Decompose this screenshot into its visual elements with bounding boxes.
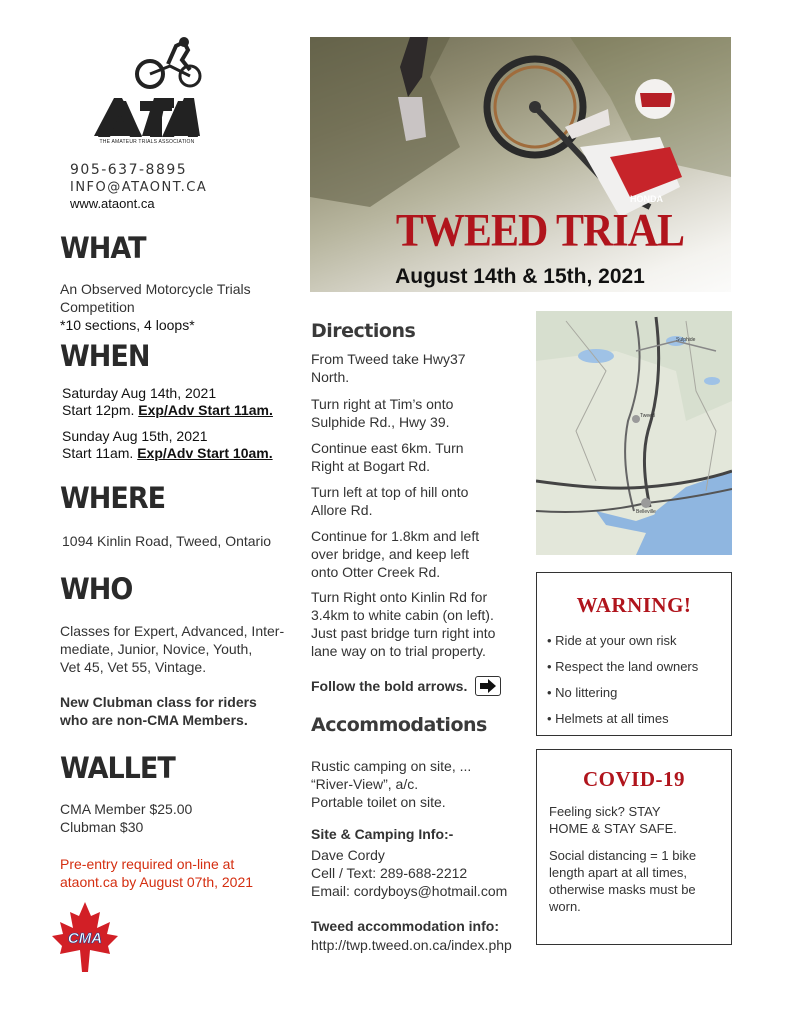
step6-line-a: Turn Right onto Kinlin Rd for [311, 589, 488, 605]
who-line2: mediate, Junior, Novice, Youth, [60, 641, 253, 657]
ata-letters-visible [98, 99, 198, 139]
when-heading: WHEN [60, 340, 150, 374]
contact-email-link[interactable]: Email: cordyboys@hotmail.com [311, 883, 508, 899]
maple-leaf-icon [50, 900, 120, 975]
warning-item-1-text: Ride at your own risk [555, 633, 677, 648]
contact-website[interactable]: www.ataont.ca [70, 196, 155, 211]
directions-map [536, 311, 732, 555]
covid-line3: Social distancing = 1 bike [549, 848, 697, 863]
wallet-heading: WALLET [60, 752, 175, 786]
who-clubman1: New Clubman class for riders [60, 694, 257, 710]
step6-line-c: Just past bridge turn right into [311, 625, 496, 641]
directions-step1 [311, 350, 526, 386]
step6-line-d: lane way on to trial property. [311, 643, 486, 659]
day1-start-text: Start 12pm. [62, 402, 135, 418]
step3-line-b: Right at Bogart Rd. [311, 458, 431, 474]
contact-phone: 905-637-8895 [70, 162, 188, 178]
what-line1: An Observed Motorcycle Trials [60, 281, 251, 297]
accom-line2: “River-View”, a/c. [311, 776, 419, 792]
when-day2-start [62, 444, 273, 462]
warning-item-2-text: Respect the land owners [555, 659, 699, 674]
when-day1: Saturday Aug 14th, 2021 [62, 385, 217, 401]
step1-line-a: From Tweed take Hwy37 [311, 351, 466, 367]
site-info-heading: Site & Camping Info:- [311, 826, 454, 842]
event-title: TWEED TRIAL [395, 205, 685, 257]
directions-step6 [311, 588, 531, 660]
what-line3: *10 sections, 4 loops* [60, 317, 195, 333]
directions-step2 [311, 395, 526, 431]
hero-photo [310, 37, 731, 292]
event-dates: August 14th & 15th, 2021 [395, 265, 645, 288]
step5-line-c: onto Otter Creek Rd. [311, 564, 441, 580]
warning-item-4-text: Helmets at all times [555, 711, 669, 726]
day2-start-text: Start 11am. [62, 445, 134, 461]
where-heading: WHERE [60, 482, 166, 516]
map-label-tweed: Tweed [640, 413, 655, 419]
covid-title: COVID-19 [583, 767, 685, 791]
day1-adv-start: Exp/Adv Start 11am. [138, 402, 273, 418]
what-line2: Competition [60, 299, 135, 315]
step2-line-a: Turn right at Tim’s onto [311, 396, 454, 412]
preentry-line2[interactable]: ataont.ca by August 07th, 2021 [60, 874, 254, 890]
logo-tagline: THE AMATEUR TRIALS ASSOCIATION [99, 139, 195, 145]
step4-line-a: Turn left at top of hill onto [311, 484, 469, 500]
map-label-sulphide: Sulphide [676, 337, 696, 343]
step1-line-b: North. [311, 369, 350, 385]
day2-adv-start: Exp/Adv Start 10am. [137, 445, 273, 461]
wallet-member: CMA Member $25.00 [60, 801, 193, 817]
step5-line-a: Continue for 1.8km and left [311, 528, 480, 544]
contact-email: INFO@ATAONT.CA [70, 180, 208, 195]
directions-step3 [311, 439, 526, 475]
follow-arrows-text: Follow the bold arrows. [311, 678, 468, 694]
who-heading: WHO [60, 573, 133, 607]
covid-line6: worn. [549, 899, 581, 914]
ata-wordmark-icon [98, 99, 198, 139]
warning-box [536, 572, 732, 736]
accommodations-heading: Accommodations [311, 714, 487, 736]
who-line3: Vet 45, Vet 55, Vintage. [60, 659, 207, 675]
when-day1-start [62, 401, 273, 419]
what-heading: WHAT [60, 232, 146, 266]
where-address: 1094 Kinlin Road, Tweed, Ontario [62, 533, 272, 549]
right-arrow-icon [475, 676, 501, 696]
follow-arrows [311, 676, 501, 696]
contact-cell: Cell / Text: 289-688-2212 [311, 865, 468, 881]
accom-line1: Rustic camping on site, ... [311, 758, 472, 774]
directions-step4 [311, 483, 526, 519]
tweed-info-heading: Tweed accommodation info: [311, 918, 499, 934]
warning-item-3: • No littering [547, 685, 618, 700]
when-day2: Sunday Aug 15th, 2021 [62, 428, 208, 444]
road-map-graphic [536, 311, 732, 555]
bike-label: HONDA [630, 194, 663, 204]
accom-line3: Portable toilet on site. [311, 794, 446, 810]
cma-logo [50, 900, 120, 975]
covid-line4: length apart at all times, [549, 865, 688, 880]
covid-line1: Feeling sick? STAY [549, 804, 661, 819]
wallet-clubman: Clubman $30 [60, 819, 144, 835]
covid-line5: otherwise masks must be [549, 882, 696, 897]
covid-line2: HOME & STAY SAFE. [549, 821, 677, 836]
directions-heading: Directions [311, 320, 416, 342]
step4-line-b: Allore Rd. [311, 502, 373, 518]
directions-step5 [311, 527, 526, 581]
cma-logo-text: CMA [67, 930, 103, 947]
tweed-info-link[interactable]: http://twp.tweed.on.ca/index.php [311, 937, 512, 953]
covid-box [536, 749, 732, 945]
map-label-belleville: Belleville [636, 509, 656, 515]
warning-item-3-text: No littering [555, 685, 618, 700]
step2-line-b: Sulphide Rd., Hwy 39. [311, 414, 450, 430]
contact-name: Dave Cordy [311, 847, 385, 863]
step5-line-b: over bridge, and keep left [311, 546, 469, 562]
warning-item-4: • Helmets at all times [547, 711, 669, 726]
preentry-line1: Pre-entry required on-line at [60, 856, 235, 872]
warning-item-1: • Ride at your own risk [547, 633, 677, 648]
who-line1: Classes for Expert, Advanced, Inter- [60, 623, 285, 639]
warning-title: WARNING! [576, 593, 692, 617]
who-clubman2: who are non-CMA Members. [60, 712, 248, 728]
step3-line-a: Continue east 6km. Turn [311, 440, 464, 456]
step6-line-b: 3.4km to white cabin (on left). [311, 607, 494, 623]
warning-item-2: • Respect the land owners [547, 659, 699, 674]
